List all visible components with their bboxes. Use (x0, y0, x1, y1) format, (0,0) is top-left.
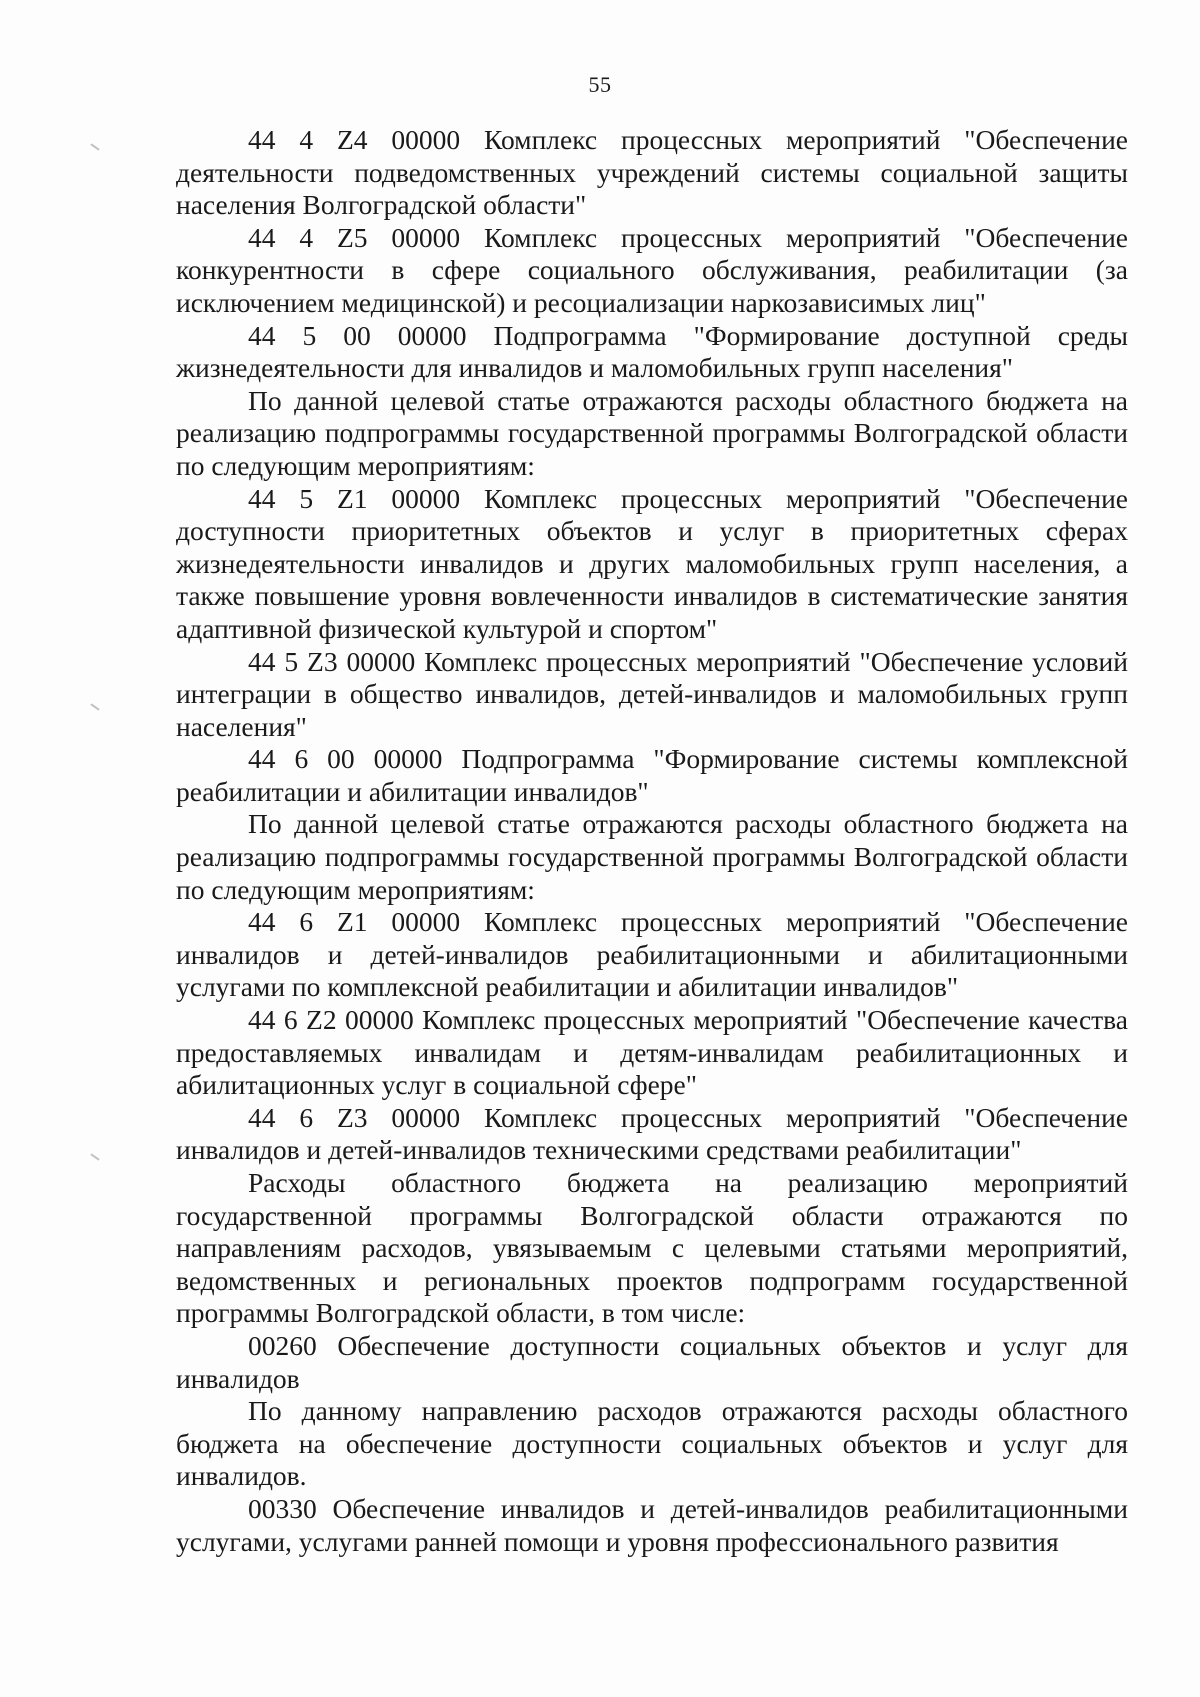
paragraph-subprogram-44-5: 44 5 00 00000 Подпрограмма "Формирование доступной среды жизнедеятельности для инвалидов и маломобильных групп населения" (176, 319, 1128, 384)
paragraph-subprogram-44-6: 44 6 00 00000 Подпрограмма "Формирование системы комплексной реабилитации и абилитации инвалидов" (176, 743, 1128, 807)
paragraph-direction-00260: 00260 Обеспечение доступности социальных объектов и услуг для инвалидов (176, 1329, 1128, 1394)
paragraph-target-44-5-z1: 44 5 Z1 00000 Комплекс процессных мероприятий "Обеспечение доступности приоритетных объектов и услуг в приоритетных сферах жизнедеятельности инвалидов и других маломобильных групп населения, а также повышение уровня вовлеченности инвалидов в систематические занятия адаптивной физической культурой и спортом" (176, 482, 1128, 644)
paragraph-direction-00260-description: По данному направлению расходов отражаются расходы областного бюджета на обеспечение доступности социальных объектов и услуг для инвалидов. (176, 1395, 1128, 1492)
paragraph-target-44-6-z3: 44 6 Z3 00000 Комплекс процессных мероприятий "Обеспечение инвалидов и детей-инвалидов техническими средствами реабилитации" (176, 1101, 1128, 1166)
paragraph-expenses-description: По данной целевой статье отражаются расходы областного бюджета на реализацию подпрограммы государственной программы Волгоградской области по следующим мероприятиям: (176, 384, 1128, 481)
paragraph-expense-directions-intro: Расходы областного бюджета на реализацию мероприятий государственной программы Волгоградской области отражаются по направлениям расходов, увязываемым с целевыми статьями мероприятий, ведомственных и региональных проектов подпрограмм государственной программы Волгоградской области, в том числе: (176, 1167, 1128, 1329)
paragraph-target-44-4-z5: 44 4 Z5 00000 Комплекс процессных мероприятий "Обеспечение конкурентности в сфере социального обслуживания, реабилитации (за исключением медицинской) и ресоциализации наркозависимых лиц" (176, 221, 1128, 318)
paragraph-target-44-5-z3: 44 5 Z3 00000 Комплекс процессных мероприятий "Обеспечение условий интеграции в общество инвалидов, детей-инвалидов и маломобильных групп населения" (176, 645, 1128, 742)
paragraph-expenses-description: По данной целевой статье отражаются расходы областного бюджета на реализацию подпрограммы государственной программы Волгоградской области по следующим мероприятиям: (176, 808, 1128, 905)
document-body (176, 124, 1128, 1558)
paragraph-target-44-6-z2: 44 6 Z2 00000 Комплекс процессных мероприятий "Обеспечение качества предоставляемых инвалидам и детям-инвалидам реабилитационных и абилитационных услуг в социальной сфере" (176, 1004, 1128, 1101)
paragraph-target-44-6-z1: 44 6 Z1 00000 Комплекс процессных мероприятий "Обеспечение инвалидов и детей-инвалидов реабилитационными и абилитационными услугами по комплексной реабилитации и абилитации инвалидов" (176, 906, 1128, 1003)
scan-mark (90, 1153, 99, 1160)
paragraph-target-44-4-z4: 44 4 Z4 00000 Комплекс процессных мероприятий "Обеспечение деятельности подведомственных учреждений системы социальной защиты населения Волгоградской области" (176, 124, 1128, 221)
scan-mark (90, 703, 99, 710)
paragraph-direction-00330: 00330 Обеспечение инвалидов и детей-инвалидов реабилитационными услугами, услугами ранней помощи и уровня профессионального развития (176, 1492, 1128, 1557)
page-number: 55 (588, 72, 612, 97)
scan-mark (90, 143, 99, 150)
